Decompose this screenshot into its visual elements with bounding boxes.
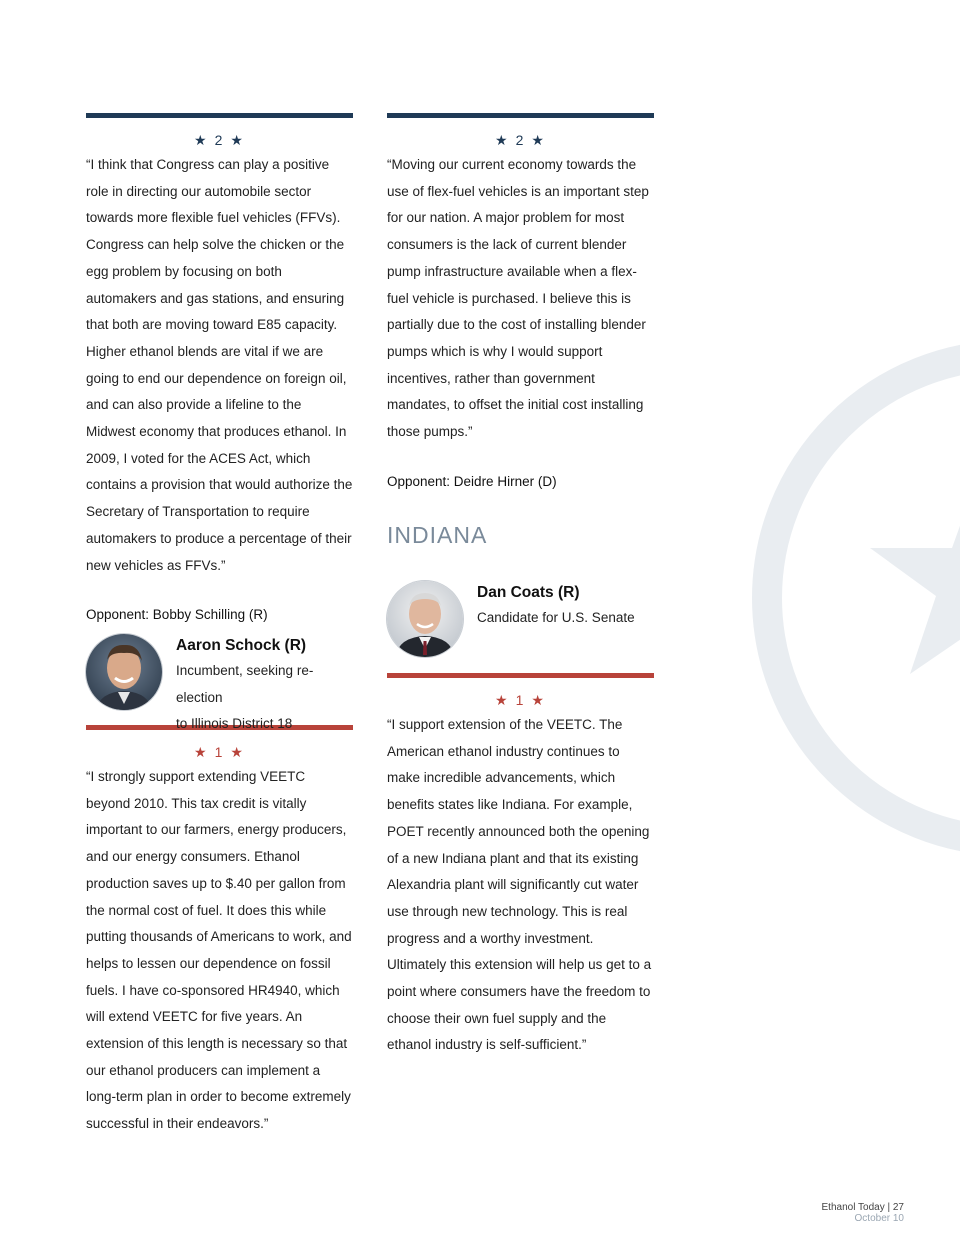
candidate-quote: “I strongly support extending VEETC beyond 2010. This tax credit is vitally important to our farmers, energy producers, and our energy consumers. Ethanol production saves up to $.40 per gallon from the normal cost of fuel. It does this while putting thousands of Americans to work, and helps to lessen our dependence on fossil fuels. I have co-sponsored HR4940, which will extend VEETC for five years. An extension of this length is necessary so that our ethanol producers can implement a long-term plan in order to become extremely successful in their endeavors.” <box>86 769 352 1132</box>
star-icon: ★ <box>230 132 245 148</box>
opponent-label: Opponent: Deidre Hirner (D) <box>387 473 557 489</box>
candidate-quote: “I support extension of the VEETC. The American ethanol industry continues to make incredible advancements, which benefits states like Indiana. For example, POET recently announced both the opening of a new Indiana plant and that its existing Alexandria plant will significantly cut water use through new technology. This is real progress and a worthy investment. Ultimately this extension will help us get to a point where consumers have the freedom to choose their own fuel supply and the ethanol industry is self-sufficient.” <box>387 717 652 1053</box>
star-icon: ★ <box>495 132 510 148</box>
publication-name: Ethanol Today <box>821 1202 885 1213</box>
candidate-profile-dan-coats <box>387 581 654 1059</box>
candidate-profile-aaron-schock <box>86 634 353 1138</box>
star-icon: ★ <box>194 132 209 148</box>
section-divider <box>86 113 353 118</box>
state-section-indiana <box>387 520 654 550</box>
page-number: 27 <box>892 1202 904 1213</box>
candidate-photo <box>387 581 463 657</box>
star-icon: ★ <box>531 132 546 148</box>
candidate-role: Incumbent, seeking re-election <box>176 663 314 705</box>
page-footer <box>822 1202 905 1224</box>
rating-row <box>387 690 654 710</box>
left-upper-section <box>86 113 353 625</box>
rating-number: 2 <box>515 132 526 148</box>
candidate-photo <box>86 634 162 710</box>
section-divider <box>387 673 654 678</box>
candidate-quote: “Moving our current economy towards the use of flex-fuel vehicles is an important step for our nation. A major problem for most consumers is the lack of current blender pump infrastructure available when a flex-fuel vehicle is purchased. I believe this is partially due to the cost of installing blender pumps which is why I would support incentives, rather than government mandates, to offset the initial cost installing those pumps.” <box>387 157 649 440</box>
rating-row <box>86 742 353 762</box>
section-divider <box>387 113 654 118</box>
star-icon: ★ <box>531 692 546 708</box>
candidate-role-district: to Illinois District 18 <box>176 716 293 732</box>
candidate-role: Candidate for U.S. Senate <box>477 610 635 625</box>
star-icon: ★ <box>194 744 209 760</box>
rating-row <box>86 130 353 150</box>
rating-row <box>387 130 654 150</box>
state-heading: INDIANA <box>387 522 488 548</box>
candidate-name: Aaron Schock (R) <box>176 637 307 654</box>
candidate-name: Dan Coats (R) <box>477 584 580 601</box>
footer-separator: | <box>887 1202 891 1213</box>
star-icon: ★ <box>230 744 245 760</box>
rating-number: 1 <box>515 692 526 708</box>
rating-number: 1 <box>214 744 225 760</box>
rating-number: 2 <box>214 132 225 148</box>
star-icon: ★ <box>495 692 510 708</box>
issue-date: October 10 <box>854 1213 904 1224</box>
opponent-label: Opponent: Bobby Schilling (R) <box>86 607 268 623</box>
right-upper-section <box>387 113 654 492</box>
candidate-quote: “I think that Congress can play a positive role in directing our automobile sector towards more flexible fuel vehicles (FFVs). Congress can help solve the chicken or the egg problem by focusing on both automakers and gas stations, and ensuring that both are moving toward E85 capacity. Higher ethanol blends are vital if we are going to end our dependence on foreign oil, and can also provide a lifeline to the Midwest economy that produces ethanol. In 2009, I voted for the ACES Act, which contains a provision that would authorize the Secretary of Transportation to require automakers to produce a percentage of their new vehicles as FFVs.” <box>86 157 353 573</box>
